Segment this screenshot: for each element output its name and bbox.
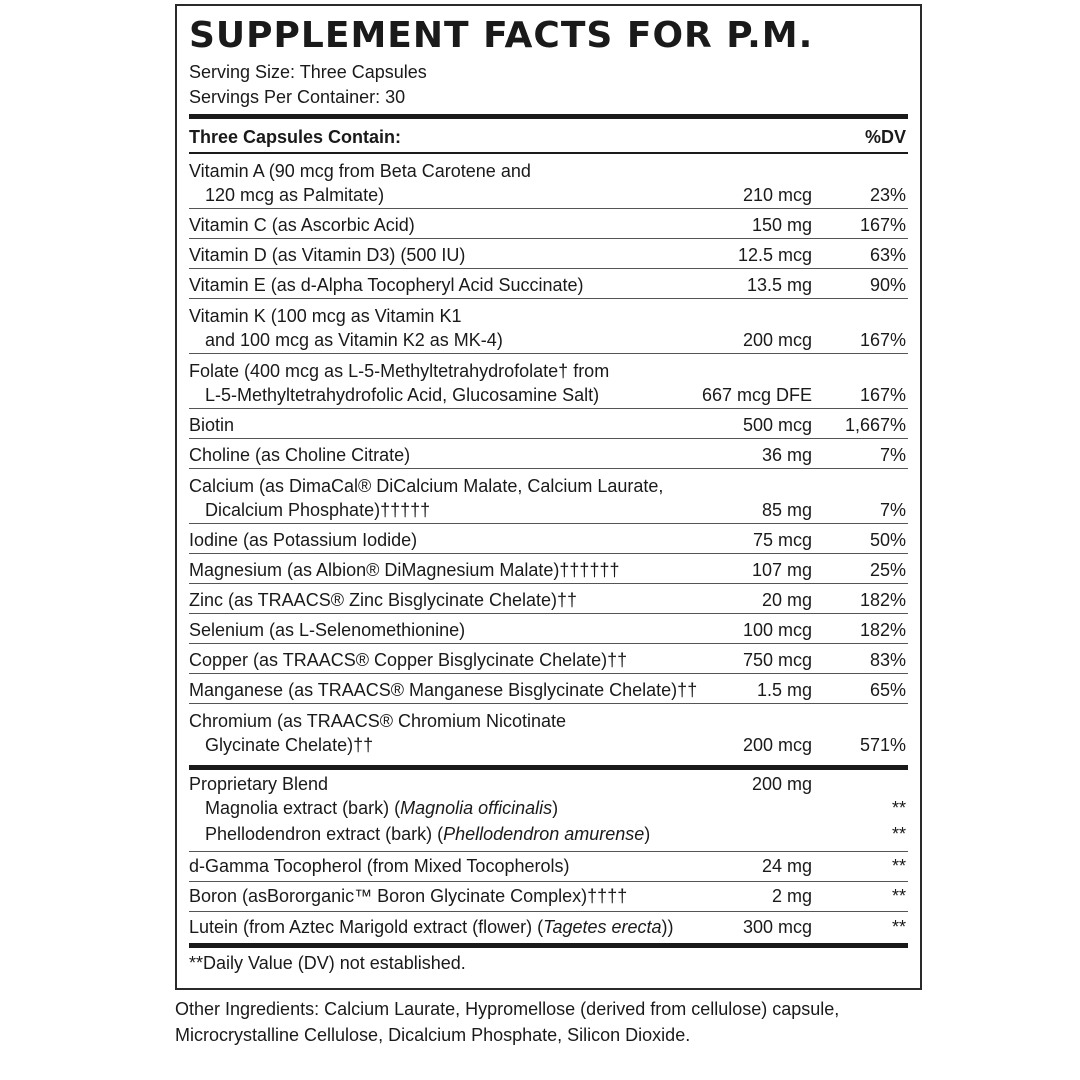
divider	[189, 238, 908, 239]
nutrient-name: Proprietary Blend	[189, 774, 329, 794]
nutrient-dv: 23%	[869, 185, 906, 205]
nutrient-name: Calcium (as DimaCal® DiCalcium Malate, Calcium Laurate, Dicalcium Phosphate)†††††	[189, 476, 664, 520]
other-ingredients-line: Microcrystalline Cellulose, Dicalcium Phosphate, Silicon Dioxide.	[175, 1025, 691, 1045]
servings-per-container: Servings Per Container: 30	[189, 87, 406, 107]
divider	[189, 298, 908, 299]
nutrient-dv: 1,667%	[844, 415, 906, 435]
panel-title: SUPPLEMENT FACTS FOR P.M.	[189, 15, 814, 56]
table-row	[189, 356, 908, 407]
table-row	[189, 411, 908, 437]
footnote: **Daily Value (DV) not established.	[189, 953, 466, 973]
nutrient-dv: 50%	[869, 530, 906, 550]
nutrient-name: Vitamin D (as Vitamin D3) (500 IU)	[189, 245, 466, 265]
table-row	[189, 441, 908, 467]
nutrient-amount: 100 mcg	[742, 620, 812, 640]
nutrient-amount: 85 mg	[761, 500, 812, 520]
nutrient-amount: 1.5 mg	[756, 680, 812, 700]
nutrient-name: Magnesium (as Albion® DiMagnesium Malate)††††††	[189, 560, 620, 580]
nutrient-dv: 571%	[859, 735, 906, 755]
column-header-dv: %DV	[864, 127, 906, 147]
table-row	[189, 471, 908, 522]
nutrient-name: Zinc (as TRAACS® Zinc Bisglycinate Chelate)††	[189, 590, 578, 610]
divider	[189, 583, 908, 584]
divider-thick	[189, 114, 908, 119]
nutrient-amount: 667 mcg DFE	[701, 385, 812, 405]
nutrient-name: Biotin	[189, 415, 235, 435]
table-row	[189, 241, 908, 267]
divider	[189, 703, 908, 704]
nutrient-dv: 65%	[869, 680, 906, 700]
table-row	[189, 616, 908, 642]
nutrient-dv: 7%	[879, 445, 906, 465]
nutrient-dv: 167%	[859, 385, 906, 405]
nutrient-dv: 182%	[859, 590, 906, 610]
nutrient-amount: 2 mg	[771, 886, 812, 906]
table-row	[189, 646, 908, 672]
divider-thick	[189, 943, 908, 948]
nutrient-dv: 90%	[869, 275, 906, 295]
divider-thick	[189, 765, 908, 770]
nutrient-amount: 210 mcg	[742, 185, 812, 205]
nutrient-dv: 25%	[869, 560, 906, 580]
table-row	[189, 706, 908, 757]
divider	[189, 523, 908, 524]
table-row	[189, 852, 908, 878]
divider	[189, 911, 908, 912]
table-row-proprietary-blend	[189, 772, 908, 796]
divider	[189, 553, 908, 554]
nutrient-name: Vitamin A (90 mcg from Beta Carotene and 120 mcg as Palmitate)	[189, 161, 531, 205]
nutrient-dv: 182%	[859, 620, 906, 640]
divider	[189, 268, 908, 269]
table-row	[189, 156, 908, 207]
nutrient-name: Chromium (as TRAACS® Chromium Nicotinate Glycinate Chelate)††	[189, 711, 567, 755]
divider	[189, 673, 908, 674]
nutrient-name: Lutein (from Aztec Marigold extract (flower) (Tagetes erecta))	[189, 917, 674, 937]
nutrient-amount: 200 mcg	[742, 330, 812, 350]
nutrient-name: d-Gamma Tocopherol (from Mixed Tocopherols)	[189, 856, 570, 876]
table-row	[189, 586, 908, 612]
blend-item: Magnolia extract (bark) (Magnolia officinalis)	[205, 798, 559, 818]
table-row	[189, 913, 908, 939]
nutrient-amount: 200 mcg	[742, 735, 812, 755]
divider	[189, 613, 908, 614]
nutrient-amount: 75 mcg	[752, 530, 812, 550]
nutrient-dv: 83%	[869, 650, 906, 670]
nutrient-name: Boron (asBororganic™ Boron Glycinate Complex)††††	[189, 886, 628, 906]
blend-item: Phellodendron extract (bark) (Phellodendron amurense)	[205, 824, 651, 844]
nutrient-amount: 200 mg	[751, 774, 812, 794]
nutrient-amount: 24 mg	[761, 856, 812, 876]
nutrient-dv: 167%	[859, 215, 906, 235]
nutrient-name: Selenium (as L-Selenomethionine)	[189, 620, 466, 640]
divider	[189, 408, 908, 409]
nutrient-amount: 12.5 mcg	[737, 245, 812, 265]
nutrient-dv: 63%	[869, 245, 906, 265]
nutrient-dv: 7%	[879, 500, 906, 520]
divider	[189, 438, 908, 439]
nutrient-name: Manganese (as TRAACS® Manganese Bisglycinate Chelate)††	[189, 680, 698, 700]
other-ingredients	[175, 996, 915, 1048]
table-row	[189, 211, 908, 237]
nutrient-dv: **	[891, 856, 906, 876]
table-row	[189, 882, 908, 908]
nutrient-amount: 500 mcg	[742, 415, 812, 435]
nutrient-amount: 107 mg	[751, 560, 812, 580]
nutrient-amount: 20 mg	[761, 590, 812, 610]
blend-item-dv: **	[891, 824, 906, 844]
divider	[189, 643, 908, 644]
divider	[189, 152, 908, 154]
nutrient-amount: 150 mg	[751, 215, 812, 235]
table-row	[189, 526, 908, 552]
nutrient-dv: 167%	[859, 330, 906, 350]
table-row	[189, 556, 908, 582]
nutrient-name: Iodine (as Potassium Iodide)	[189, 530, 418, 550]
table-row	[189, 271, 908, 297]
nutrient-name: Vitamin C (as Ascorbic Acid)	[189, 215, 415, 235]
nutrient-dv: **	[891, 917, 906, 937]
nutrient-amount: 750 mcg	[742, 650, 812, 670]
supplement-facts-panel	[175, 4, 922, 990]
nutrient-amount: 300 mcg	[742, 917, 812, 937]
divider	[189, 468, 908, 469]
table-row	[189, 676, 908, 702]
serving-size: Serving Size: Three Capsules	[189, 62, 427, 82]
blend-item-dv: **	[891, 798, 906, 818]
other-ingredients-line: Other Ingredients: Calcium Laurate, Hypromellose (derived from cellulose) capsule,	[175, 999, 840, 1019]
nutrient-name: Choline (as Choline Citrate)	[189, 445, 411, 465]
divider	[189, 208, 908, 209]
nutrient-amount: 13.5 mg	[746, 275, 812, 295]
nutrient-amount: 36 mg	[761, 445, 812, 465]
nutrient-name: Folate (400 mcg as L-5-Methyltetrahydrofolate† from L-5-Methyltetrahydrofolic Acid, Glucosamine Salt)	[189, 361, 610, 405]
column-header-contains: Three Capsules Contain:	[189, 127, 402, 147]
nutrient-dv: **	[891, 886, 906, 906]
table-row	[189, 301, 908, 352]
nutrient-name: Vitamin E (as d-Alpha Tocopheryl Acid Succinate)	[189, 275, 584, 295]
nutrient-name: Vitamin K (100 mcg as Vitamin K1 and 100 mcg as Vitamin K2 as MK-4)	[189, 306, 503, 350]
divider	[189, 353, 908, 354]
nutrient-name: Copper (as TRAACS® Copper Bisglycinate Chelate)††	[189, 650, 628, 670]
